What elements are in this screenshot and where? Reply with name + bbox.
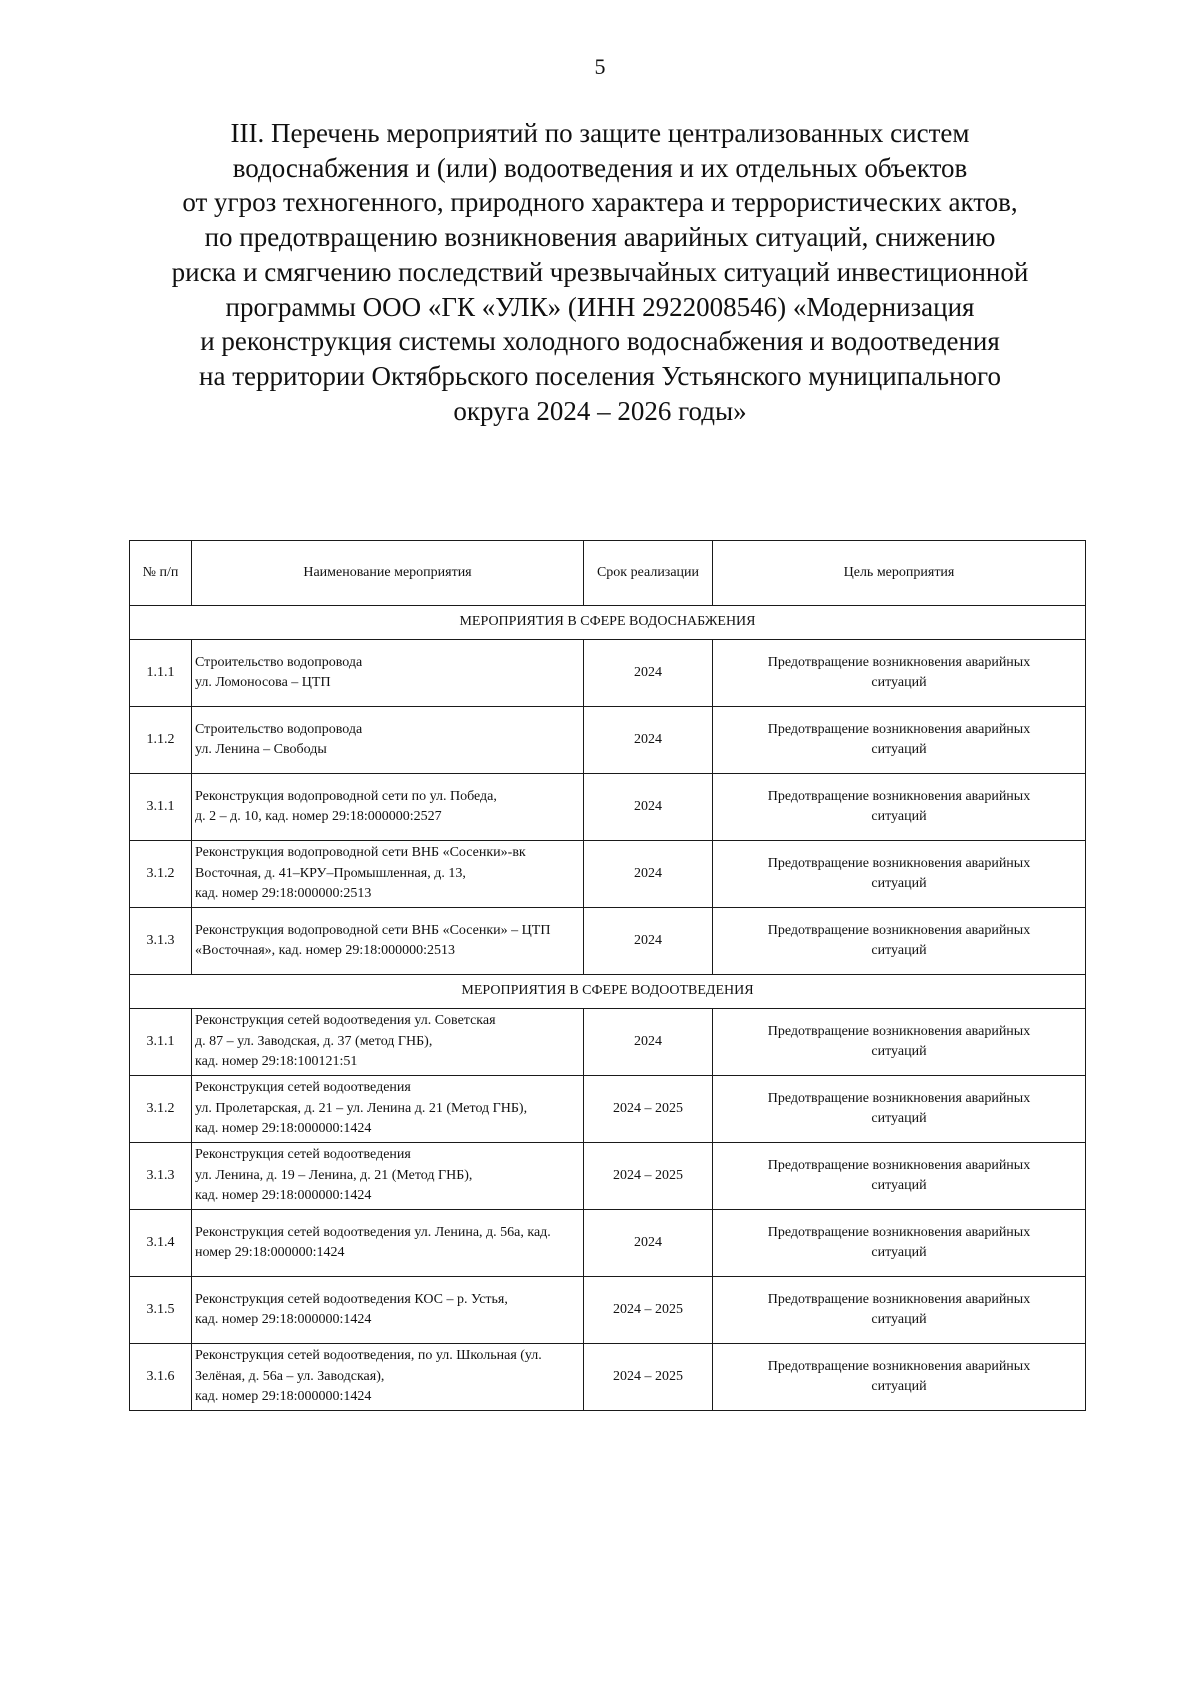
row-name-line: Реконструкция сетей водоотведения ул. Советская [195,1013,496,1029]
row-name-line: Реконструкция сетей водоотведения [195,1147,411,1163]
row-goal-line: Предотвращение возникновения аварийных [767,654,1031,670]
table-row [130,1210,1086,1277]
row-number: 3.1.4 [130,1210,192,1277]
row-term: 2024 – 2025 [584,1143,713,1210]
table-row [130,774,1086,841]
row-goal-line: ситуаций [871,742,927,757]
row-goal-line: ситуаций [871,876,927,891]
row-name-line: кад. номер 29:18:000000:1424 [195,1121,372,1137]
row-goal-line: Предотвращение возникновения аварийных [767,922,1031,938]
table-row [130,1009,1086,1076]
row-number: 3.1.3 [130,908,192,975]
row-term: 2024 [584,707,713,774]
table-body [130,606,1086,1411]
row-goal [713,1277,1086,1344]
row-term: 2024 [584,1009,713,1076]
row-name-line: ул. Ленина, д. 19 – Ленина, д. 21 (Метод ГНБ), [195,1167,473,1183]
table-row [130,640,1086,707]
page-number: 5 [594,54,606,79]
row-name [192,774,584,841]
row-name [192,640,584,707]
row-term: 2024 – 2025 [584,1344,713,1411]
row-number: 1.1.1 [130,640,192,707]
row-number: 1.1.2 [130,707,192,774]
table-row [130,841,1086,908]
row-term: 2024 [584,908,713,975]
row-term: 2024 [584,841,713,908]
row-name-line: кад. номер 29:18:100121:51 [195,1054,358,1070]
row-goal-line: Предотвращение возникновения аварийных [767,1157,1031,1173]
row-number: 3.1.6 [130,1344,192,1411]
row-name-line: Реконструкция сетей водоотведения, по ул. Школьная (ул. [195,1348,542,1364]
row-goal-line: ситуаций [871,1111,927,1126]
row-name-line: Реконструкция водопроводной сети по ул. Победа, [195,788,497,804]
title-line: по предотвращению возникновения аварийных ситуаций, снижению [204,222,996,253]
row-goal [713,908,1086,975]
table-row [130,1277,1086,1344]
row-name-line: Реконструкция водопроводной сети ВНБ «Сосенки» – ЦТП [195,922,551,938]
row-name-line: кад. номер 29:18:000000:1424 [195,1312,372,1327]
row-goal-line: Предотвращение возникновения аварийных [767,1023,1031,1039]
row-number: 3.1.1 [130,774,192,841]
row-name-line: Строительство водопровода [195,654,363,670]
table-header-row [130,541,1086,606]
table-row [130,1143,1086,1210]
title-line: и реконструкция системы холодного водоснабжения и водоотведения [200,326,1000,357]
row-goal-line: Предотвращение возникновения аварийных [767,721,1031,737]
row-goal [713,707,1086,774]
row-number: 3.1.2 [130,841,192,908]
row-goal [713,1210,1086,1277]
table-row [130,1344,1086,1411]
header-term: Срок реализации [584,541,713,606]
row-term: 2024 – 2025 [584,1277,713,1344]
row-goal-line: Предотвращение возникновения аварийных [767,1090,1031,1106]
title-line: округа 2024 – 2026 годы» [453,395,747,426]
header-number: № п/п [130,541,192,606]
table-row [130,707,1086,774]
row-name-line: ул. Ленина – Свободы [195,742,327,757]
section-title: МЕРОПРИЯТИЯ В СФЕРЕ ВОДОСНАБЖЕНИЯ [130,606,1086,640]
row-term: 2024 [584,774,713,841]
row-name-line: Зелёная, д. 56а – ул. Заводская), [195,1368,385,1384]
row-name-line: Реконструкция сетей водоотведения КОС – р. Устья, [195,1291,508,1307]
row-term: 2024 [584,640,713,707]
row-goal-line: ситуаций [871,1178,927,1193]
row-goal [713,640,1086,707]
row-name [192,908,584,975]
row-number: 3.1.2 [130,1076,192,1143]
row-name [192,1210,584,1277]
row-goal [713,841,1086,908]
title-line: программы ООО «ГК «УЛК» (ИНН 2922008546) «Модернизация [225,291,975,322]
row-name-line: д. 2 – д. 10, кад. номер 29:18:000000:2527 [195,809,442,824]
row-name [192,1344,584,1411]
row-name [192,707,584,774]
row-number: 3.1.5 [130,1277,192,1344]
measures-table [129,540,1086,1411]
row-term: 2024 [584,1210,713,1277]
title-line: риска и смягчению последствий чрезвычайных ситуаций инвестиционной [171,256,1029,287]
row-goal-line: Предотвращение возникновения аварийных [767,1291,1031,1307]
row-name-line: Реконструкция сетей водоотведения ул. Ленина, д. 56а, кад. [195,1224,551,1240]
row-name-line: Реконструкция сетей водоотведения [195,1080,411,1096]
row-name-line: кад. номер 29:18:000000:1424 [195,1389,372,1405]
section-row [130,606,1086,640]
row-name [192,1277,584,1344]
title-line: от угроз техногенного, природного характера и террористических актов, [182,187,1018,218]
row-name [192,1076,584,1143]
section-title: МЕРОПРИЯТИЯ В СФЕРЕ ВОДООТВЕДЕНИЯ [130,975,1086,1009]
document-title [120,116,1080,428]
row-name-line: кад. номер 29:18:000000:2513 [195,886,372,902]
row-name-line: д. 87 – ул. Заводская, д. 37 (метод ГНБ), [195,1033,433,1049]
row-name [192,1009,584,1076]
row-goal [713,1076,1086,1143]
row-goal [713,1143,1086,1210]
title-line: на территории Октябрьского поселения Устьянского муниципального [199,360,1001,391]
row-name-line: кад. номер 29:18:000000:1424 [195,1188,372,1204]
row-goal-line: ситуаций [871,1379,927,1394]
section-row [130,975,1086,1009]
row-term: 2024 – 2025 [584,1076,713,1143]
row-name-line: ул. Ломоносова – ЦТП [195,675,331,690]
title-line: водоснабжения и (или) водоотведения и их отдельных объектов [232,152,968,183]
row-name-line: ул. Пролетарская, д. 21 – ул. Ленина д. 21 (Метод ГНБ), [195,1100,528,1116]
row-goal-line: ситуаций [871,1312,927,1327]
row-goal-line: ситуаций [871,809,927,824]
row-name-line: Восточная, д. 41–КРУ–Промышленная, д. 13, [195,865,466,881]
row-goal-line: Предотвращение возникновения аварийных [767,855,1031,871]
row-goal-line: ситуаций [871,1245,927,1260]
row-name [192,841,584,908]
row-goal-line: ситуаций [871,1044,927,1059]
header-goal: Цель мероприятия [713,541,1086,606]
row-number: 3.1.1 [130,1009,192,1076]
row-goal-line: Предотвращение возникновения аварийных [767,1224,1031,1240]
row-name-line: «Восточная», кад. номер 29:18:000000:2513 [195,943,456,958]
header-name: Наименование мероприятия [192,541,584,606]
row-goal-line: Предотвращение возникновения аварийных [767,788,1031,804]
row-goal [713,1344,1086,1411]
row-name [192,1143,584,1210]
table-row [130,1076,1086,1143]
row-name-line: Реконструкция водопроводной сети ВНБ «Сосенки»-вк [195,845,526,861]
row-name-line: номер 29:18:000000:1424 [195,1245,345,1260]
title-line: III. Перечень мероприятий по защите централизованных систем [230,118,970,148]
row-goal [713,1009,1086,1076]
row-goal-line: ситуаций [871,943,927,958]
row-name-line: Строительство водопровода [195,721,363,737]
row-goal [713,774,1086,841]
row-number: 3.1.3 [130,1143,192,1210]
row-goal-line: ситуаций [871,675,927,690]
row-goal-line: Предотвращение возникновения аварийных [767,1358,1031,1374]
table-row [130,908,1086,975]
